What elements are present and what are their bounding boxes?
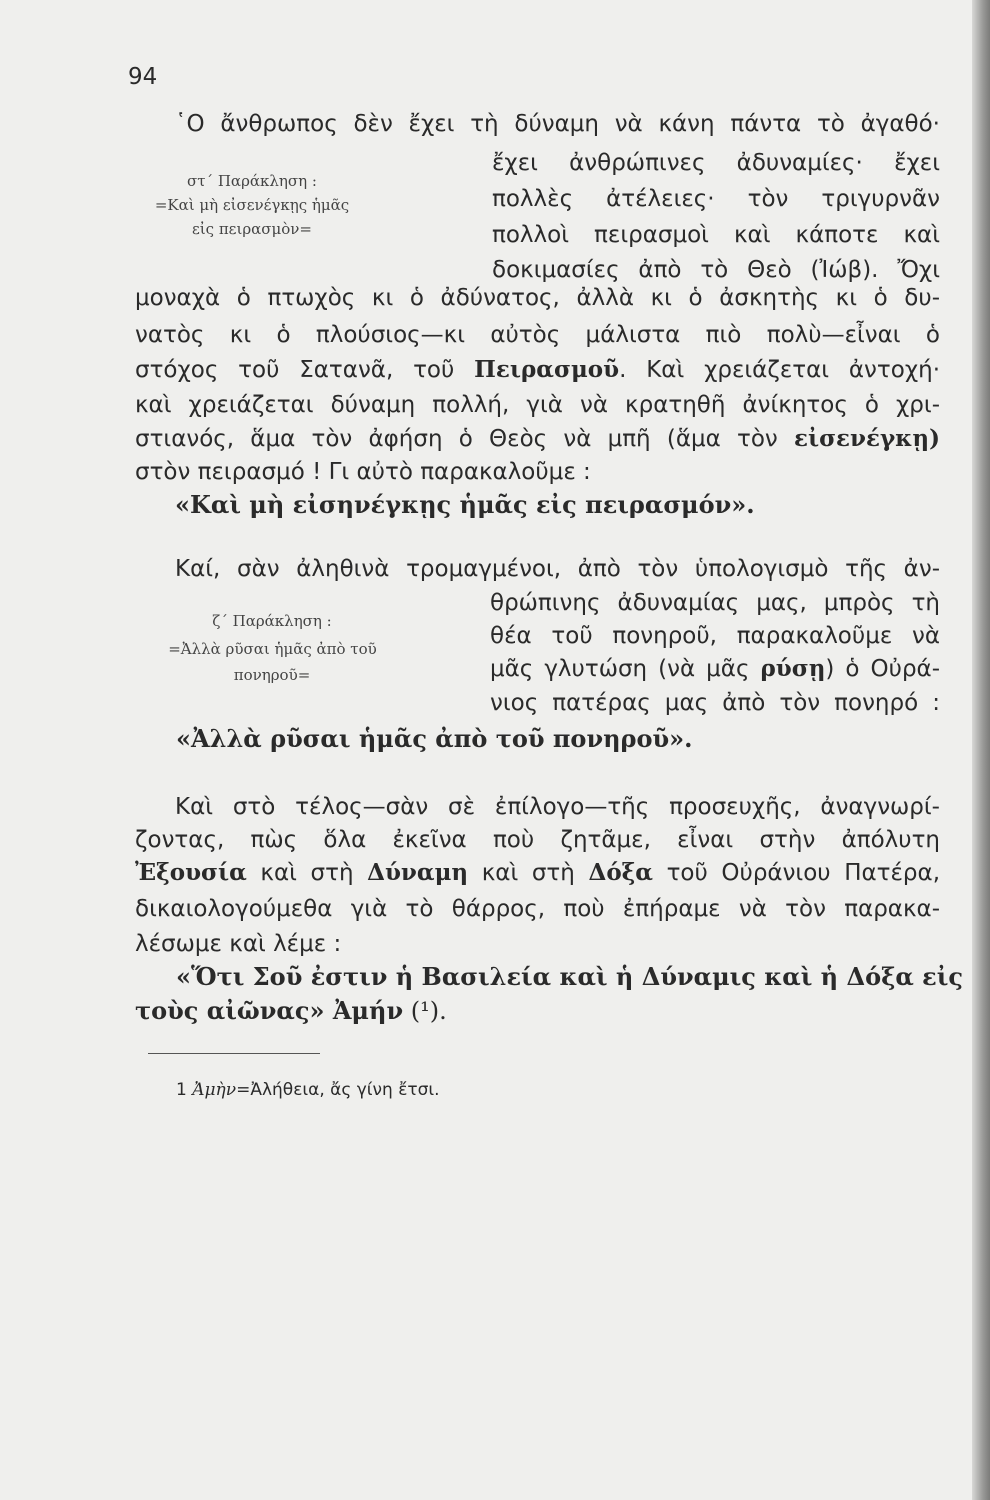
text-line	[135, 355, 940, 385]
text-line: Καί, σὰν ἀληθινὰ τρομαγμένοι, ἀπὸ τὸν ὑπολογισμὸ τῆς ἀν-	[175, 556, 940, 582]
amen-word: Ἀμήν	[332, 996, 404, 1025]
emphasis-word: Ἐξουσία	[135, 859, 247, 886]
text-line: πολλὲς ἀτέλειες· τὸν τριγυρνᾶν	[492, 186, 940, 212]
text-line	[135, 858, 940, 888]
margin-note-line: εἰς πειρασμὸν=	[192, 220, 312, 238]
text-line: καὶ χρειάζεται δύναμη πολλή, γιὰ νὰ κρατηθῆ ἀνίκητος ὁ χρι-	[135, 392, 940, 418]
prayer-quote: «Ὅτι Σοῦ ἐστιν ἡ Βασιλεία καὶ ἡ Δύναμις καὶ ἡ Δόξα εἰς	[176, 962, 963, 991]
text-line: ἔχει ἀνθρώπινες ἀδυναμίες· ἔχει	[492, 150, 940, 176]
footnote	[176, 1080, 440, 1100]
text-line: θέα τοῦ πονηροῦ, παρακαλοῦμε νὰ	[490, 623, 940, 649]
margin-note-line: =Καὶ μὴ εἰσενέγκῃς ἡμᾶς	[154, 196, 350, 214]
text-segment: μᾶς γλυτώση (νὰ μᾶς	[490, 656, 761, 682]
text-line: λέσωμε καὶ λέμε :	[135, 931, 342, 957]
text-line: νιος πατέρας μας ἀπὸ τὸν πονηρό :	[490, 690, 940, 716]
text-line: μοναχὰ ὁ πτωχὸς κι ὁ ἀδύνατος, ἀλλὰ κι ὁ ἀσκητὴς κι ὁ δυ-	[135, 285, 940, 311]
footnote-number: 1	[176, 1080, 187, 1100]
text-line: στὸν πειρασμό ! Γι αὐτὸ παρακαλοῦμε :	[135, 459, 591, 485]
emphasis-word: εἰσενέγκῃ)	[793, 425, 940, 452]
text-line: δοκιμασίες ἀπὸ τὸ Θεὸ (Ἰώβ). Ὄχι	[492, 257, 940, 283]
text-segment: ) ὁ Οὐρά-	[825, 656, 940, 682]
emphasis-word: Δύναμη	[367, 859, 469, 886]
text-segment: . Καὶ χρειάζεται ἀντοχή·	[619, 357, 940, 383]
footnote-divider	[148, 1053, 320, 1054]
text-line: πολλοὶ πειρασμοὶ καὶ κάποτε καὶ	[492, 222, 940, 248]
emphasis-word: Πειρασμοῦ	[474, 356, 620, 383]
text-line	[135, 424, 940, 454]
text-segment: τοὺς αἰῶνας»	[135, 996, 333, 1025]
text-line: Καὶ στὸ τέλος—σὰν σὲ ἐπίλογο—τῆς προσευχῆς, ἀναγνωρί-	[175, 794, 940, 820]
margin-note-line: στ΄ Παράκληση :	[187, 172, 317, 190]
prayer-quote: «Καὶ μὴ εἰσηνέγκῃς ἡμᾶς εἰς πειρασμόν».	[175, 490, 755, 519]
text-line: ζοντας, πὼς ὅλα ἐκεῖνα ποὺ ζητᾶμε, εἶναι στὴν ἀπόλυτη	[135, 827, 940, 853]
margin-note-line: =Ἀλλὰ ρῦσαι ἡμᾶς ἀπὸ τοῦ	[168, 640, 377, 658]
text-segment: καὶ στὴ	[246, 860, 368, 886]
margin-note-line: πονηροῦ=	[233, 666, 311, 684]
page-edge-shadow	[972, 0, 990, 1500]
emphasis-word: ρύσῃ	[760, 655, 826, 682]
margin-note-line: ζ΄ Παράκληση :	[212, 612, 332, 630]
prayer-quote	[135, 996, 447, 1026]
prayer-quote: «Ἀλλὰ ρῦσαι ἡμᾶς ἀπὸ τοῦ πονηροῦ».	[176, 724, 693, 753]
text-line	[490, 654, 940, 684]
text-segment: καὶ στὴ	[468, 860, 589, 886]
text-line: νατὸς κι ὁ πλούσιος—κι αὐτὸς μάλιστα πιὸ πολὺ—εἶναι ὁ	[135, 322, 940, 348]
text-segment: στόχος τοῦ Σατανᾶ, τοῦ	[135, 357, 475, 383]
text-segment: τοῦ Οὐράνιου Πατέρα,	[652, 860, 941, 886]
text-line: ῾Ο ἄνθρωπος δὲν ἔχει τὴ δύναμη νὰ κάνη πάντα τὸ ἀγαθό·	[175, 111, 940, 137]
footnote-ref: (¹).	[403, 997, 447, 1025]
text-line: θρώπινης ἀδυναμίας μας, μπρὸς τὴ	[490, 590, 940, 616]
emphasis-word: Δόξα	[588, 859, 653, 886]
text-line: δικαιολογούμεθα γιὰ τὸ θάρρος, ποὺ ἐπήραμε νὰ τὸν παρακα-	[135, 896, 940, 922]
footnote-term: Ἀμὴν	[192, 1080, 237, 1100]
page-number: 94	[128, 64, 158, 90]
text-segment: στιανός, ἅμα τὸν ἀφήση ὁ Θεὸς νὰ μπῆ (ἅμα τὸν	[135, 426, 794, 452]
footnote-text: =Ἀλήθεια, ἄς γίνη ἔτσι.	[236, 1080, 440, 1100]
